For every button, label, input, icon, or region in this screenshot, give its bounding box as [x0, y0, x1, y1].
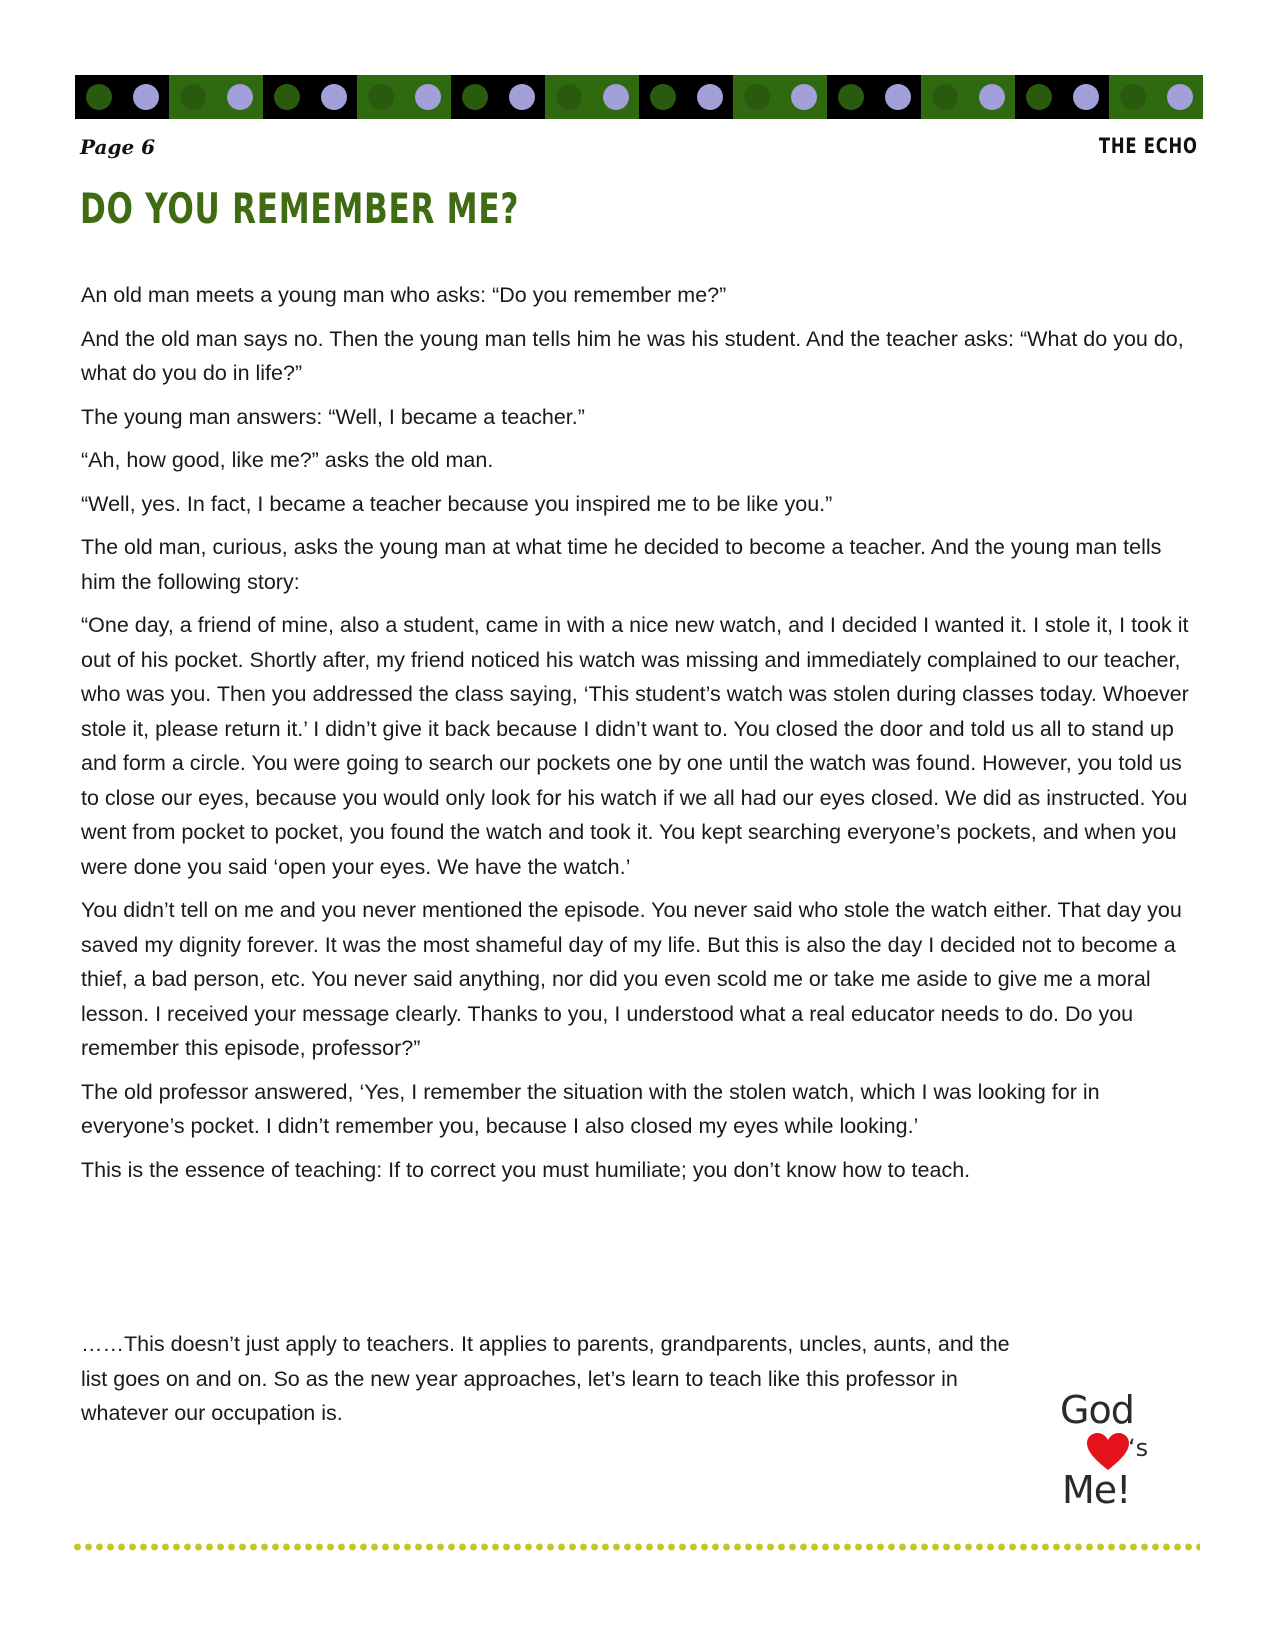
band-cell [404, 75, 451, 119]
paragraph: You didn’t tell on me and you never mentioned the episode. You never said who stole the watch either. That day you saved my dignity forever. It was the most shameful day of my life. But this is also the day I decided not to become a thief, a bad person, etc. You never said anything, nor did you even scold me or take me aside to give me a moral lesson. I received your message clearly. Thanks to you, I understood what a real educator needs to do. Do you remember this episode, professor?” [81, 898, 1182, 1060]
paragraph: The old professor answered, ‘Yes, I remember the situation with the stolen watch, which I was looking for in everyone’s pocket. I didn’t remember you, because I also closed my eyes while looking.’ [81, 1079, 1100, 1138]
band-cell [686, 75, 733, 119]
paragraph: The young man answers: “Well, I became a teacher.” [81, 404, 585, 429]
article-body [81, 278, 1201, 1196]
band-dot [697, 84, 723, 110]
band-cell [1109, 75, 1156, 119]
band-dot [227, 84, 253, 110]
decorative-dot-band [75, 75, 1203, 119]
footer-dotted-rule [72, 1542, 1200, 1552]
band-cell [1062, 75, 1109, 119]
closing-note [81, 1327, 1011, 1431]
band-cell [780, 75, 827, 119]
article-title: DO YOU REMEMBER ME? [80, 184, 520, 233]
closing-paragraph: ……This doesn’t just apply to teachers. It applies to parents, grandparents, uncles, aunts, and the list goes on and on. So as the new year approaches, let’s learn to teach like this professor in whatever our occupation is. [81, 1332, 1010, 1425]
band-cell [357, 75, 404, 119]
paragraph: The old man, curious, asks the young man at what time he decided to become a teacher. And the young man tells him the following story: [81, 535, 1162, 594]
band-cell [639, 75, 686, 119]
logo-word-god: God [1060, 1388, 1134, 1432]
band-cell [75, 75, 122, 119]
band-cell [1015, 75, 1062, 119]
band-dot [462, 84, 488, 110]
band-dot [838, 84, 864, 110]
band-dot [86, 84, 112, 110]
paragraph: “One day, a friend of mine, also a student, came in with a nice new watch, and I decided I wanted it. I stole it, I took it out of his pocket. Shortly after, my friend noticed his watch was missing and immediately complained to our teacher, who was you. Then you addressed the class saying, ‘This student’s watch was stolen during classes today. Whoever stole it, please return it.’ I didn’t give it back because I didn’t want to. You closed the door and told us all to stand up and form a circle. You were going to search our pockets one by one until the watch was found. However, you told us to close our eyes, because you would only look for his watch if we all had our eyes closed. We did as instructed. You went from pocket to pocket, you found the watch and took it. You kept searching everyone’s pockets, and when you were done you said ‘open your eyes. We have the watch.’ [81, 613, 1189, 879]
god-loves-me-logo [1058, 1388, 1158, 1512]
band-dot [791, 84, 817, 110]
band-cell [263, 75, 310, 119]
band-dot [1073, 84, 1099, 110]
band-dot [274, 84, 300, 110]
band-dot [1120, 84, 1146, 110]
band-cell [968, 75, 1015, 119]
band-cell [592, 75, 639, 119]
page-number: Page 6 [80, 135, 156, 159]
band-cell [921, 75, 968, 119]
band-cell [310, 75, 357, 119]
band-cell [122, 75, 169, 119]
band-dot [415, 84, 441, 110]
logo-apostrophe-s: ‘s [1128, 1434, 1149, 1462]
band-dot [368, 84, 394, 110]
publication-name: THE ECHO [1099, 134, 1198, 158]
band-cell [1156, 75, 1203, 119]
paragraph: An old man meets a young man who asks: “Do you remember me?” [81, 283, 727, 307]
band-cell [545, 75, 592, 119]
band-dot [180, 84, 206, 110]
logo-word-me: Me! [1062, 1468, 1131, 1512]
band-cell [733, 75, 780, 119]
heart-icon [1086, 1432, 1130, 1472]
band-dot [885, 84, 911, 110]
band-dot [321, 84, 347, 110]
paragraph: “Ah, how good, like me?” asks the old man. [81, 448, 494, 472]
band-dot [509, 84, 535, 110]
band-dot [556, 84, 582, 110]
paragraph: This is the essence of teaching: If to correct you must humiliate; you don’t know how to teach. [81, 1157, 971, 1182]
band-dot [979, 84, 1005, 110]
band-cell [827, 75, 874, 119]
band-cell [451, 75, 498, 119]
band-dot [1167, 84, 1193, 110]
band-dot [744, 84, 770, 110]
band-cell [169, 75, 216, 119]
band-dot [1026, 84, 1052, 110]
band-dot [932, 84, 958, 110]
band-cell [498, 75, 545, 119]
band-dot [650, 84, 676, 110]
paragraph: And the old man says no. Then the young man tells him he was his student. And the teacher asks: “What do you do, what do you do in life?” [81, 326, 1184, 385]
band-dot [133, 84, 159, 110]
band-cell [874, 75, 921, 119]
band-cell [216, 75, 263, 119]
paragraph: “Well, yes. In fact, I became a teacher because you inspired me to be like you.” [81, 491, 833, 516]
band-dot [603, 84, 629, 110]
